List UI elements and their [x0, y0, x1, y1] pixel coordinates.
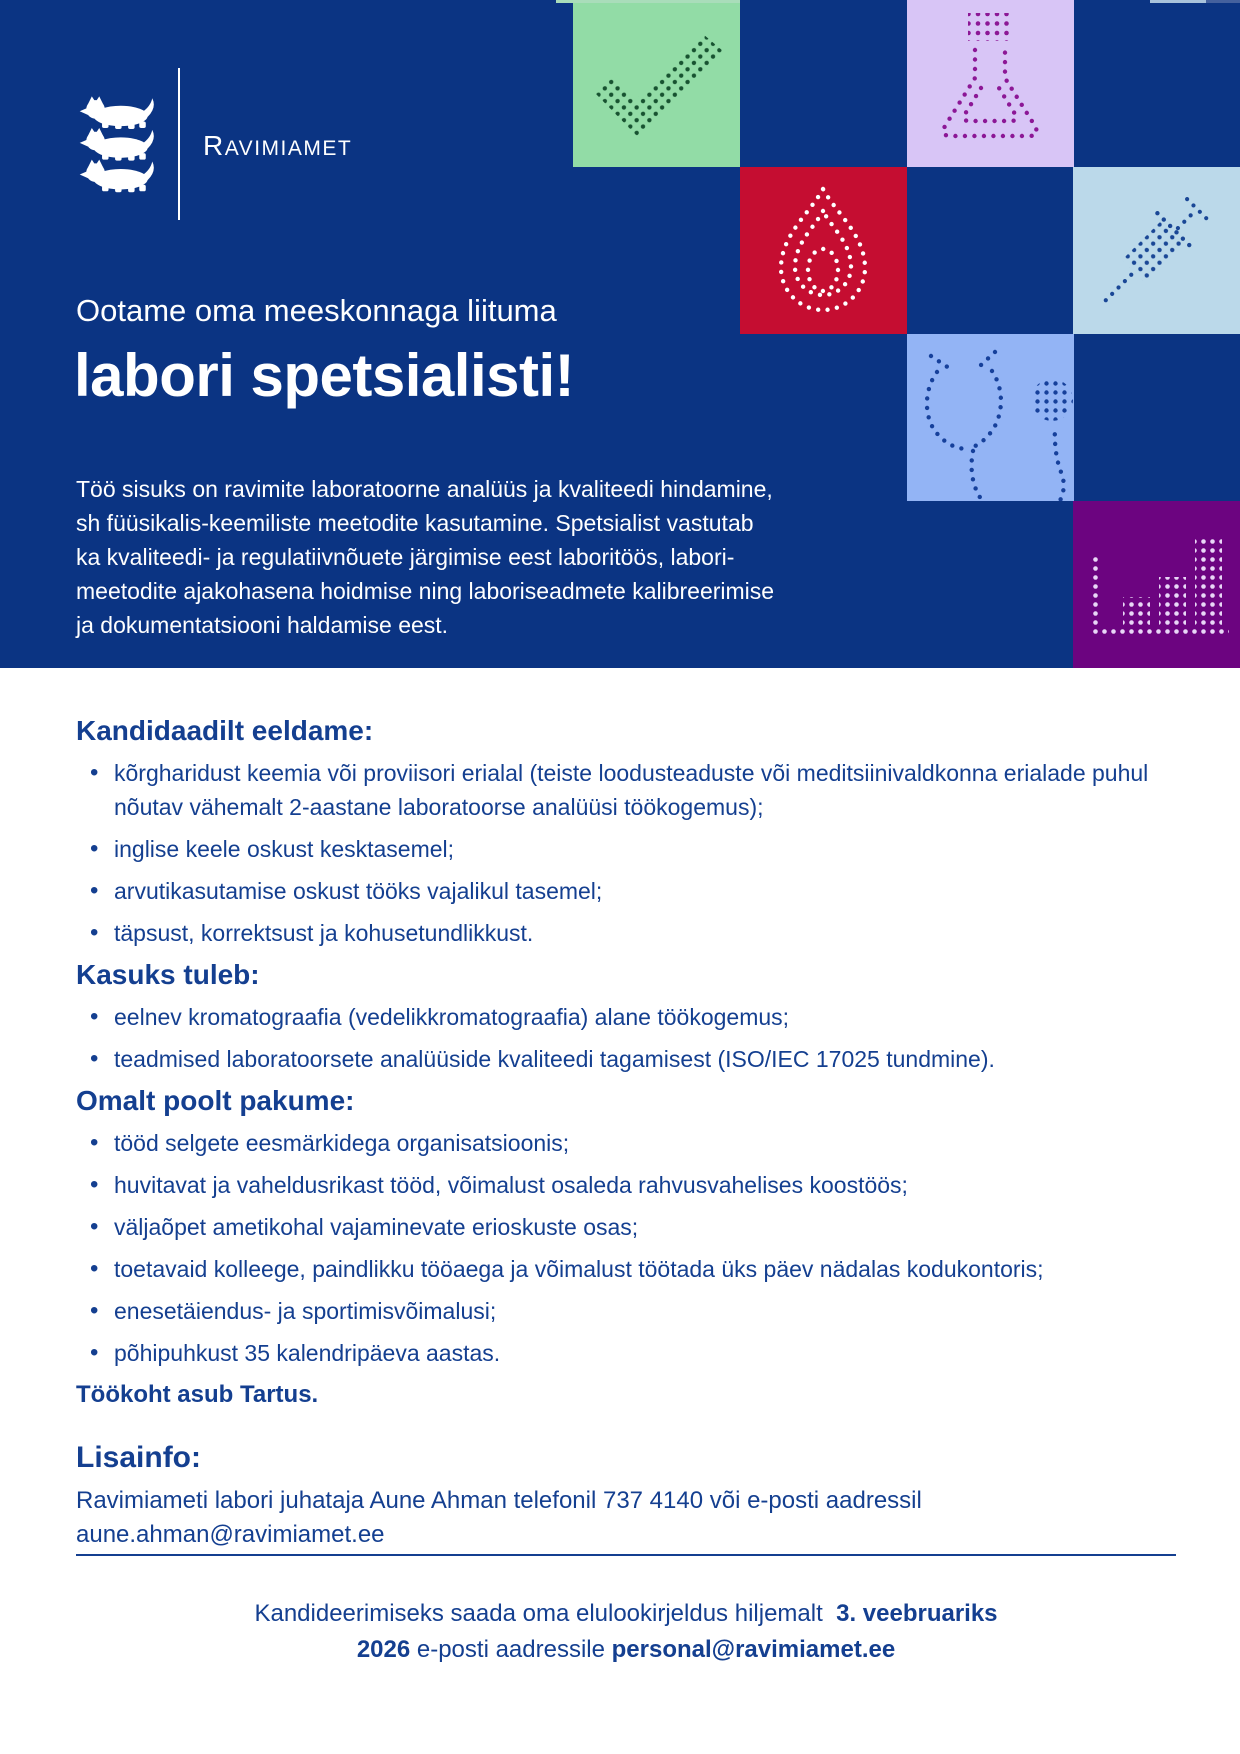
- decor-square-lightblue: [1073, 167, 1240, 334]
- list-item: • põhipuhkust 35 kalendripäeva aastas.: [76, 1336, 1176, 1370]
- section-heading-offer: Omalt poolt pakume:: [76, 1085, 355, 1116]
- decor-square-green: [573, 0, 740, 167]
- list-item: • huvitavat ja vaheldusrikast tööd, võimalust osaleda rahvusvahelises koostöös;: [76, 1168, 1176, 1202]
- wordmark-rest: AVIMIAMET: [224, 137, 353, 160]
- list-item: • enesetäiendus- ja sportimisvõimalusi;: [76, 1294, 1176, 1328]
- bar-chart-icon: [1073, 501, 1240, 668]
- list-item: • tööd selgete eesmärkidega organisatsioonis;: [76, 1126, 1176, 1160]
- droplet-icon: [740, 167, 907, 334]
- wordmark-initial: R: [203, 130, 225, 161]
- logo-separator: [178, 68, 180, 220]
- contact-info: [76, 1484, 1176, 1552]
- check-icon: [573, 0, 740, 167]
- job-intro-paragraph: [76, 472, 774, 642]
- three-lions-icon: [76, 90, 156, 194]
- list-item: • arvutikasutamise oskust tööks vajalikul tasemel;: [76, 874, 1176, 908]
- contact-email: aune.ahman@ravimiamet.ee: [76, 1521, 385, 1548]
- org-wordmark: [203, 130, 352, 162]
- list-item: • kõrgharidust keemia või proviisori erialal (teiste loodusteaduste või meditsiinivaldkonna erialade puhul nõutav vähemalt 2-aastane laboratoorse analüüsi töökogemus);: [76, 756, 1176, 824]
- syringe-icon: [1073, 167, 1240, 334]
- hero-kicker: Ootame oma meeskonnaga liituma: [76, 293, 557, 328]
- list-item: • teadmised laboratoorsete analüüside kvaliteedi tagamisest (ISO/IEC 17025 tundmine).: [76, 1042, 1176, 1076]
- intro-line: sh füüsikalis-keemiliste meetodite kasutamine. Spetsialist vastutab: [76, 510, 754, 536]
- application-instructions: [76, 1596, 1176, 1668]
- location-note: Töökoht asub Tartus.: [76, 1381, 319, 1408]
- contact-line: Ravimiameti labori juhataja Aune Ahman telefonil 737 4140 või e-posti aadressil: [76, 1487, 922, 1514]
- pattern-edge-artifact: [556, 0, 740, 3]
- estonian-coat-of-arms: [76, 90, 156, 194]
- advantages-list: [76, 1000, 1176, 1076]
- application-line: 2026 e-posti aadressile personal@ravimiamet.ee: [356, 1636, 896, 1663]
- section-heading-advantages: Kasuks tuleb:: [76, 959, 260, 990]
- list-item: • inglise keele oskust kesktasemel;: [76, 832, 1176, 866]
- intro-line: ka kvaliteedi- ja regulatiivnõuete järgimise eest laboritöös, labori-: [76, 544, 735, 570]
- decor-square-lavender: [907, 0, 1074, 167]
- contact-heading: Lisainfo:: [76, 1441, 201, 1474]
- decor-square-periwinkle: [907, 334, 1074, 501]
- decor-square-red: [740, 167, 907, 334]
- stethoscope-icon: [907, 334, 1074, 501]
- list-item: • toetavaid kolleege, paindlikku tööaega ja võimalust töötada üks päev nädalas kodukontoris;: [76, 1252, 1176, 1286]
- flask-icon: [907, 0, 1074, 167]
- list-item: • täpsust, korrektsust ja kohusetundlikkust.: [76, 916, 1176, 950]
- list-item: • väljaõpet ametikohal vajaminevate erioskuste osas;: [76, 1210, 1176, 1244]
- intro-line: ja dokumentatsiooni haldamise eest.: [76, 612, 449, 638]
- intro-line: meetodite ajakohasena hoidmise ning laboriseadmete kalibreerimise: [76, 578, 775, 604]
- hero-header: [0, 0, 1240, 668]
- decor-square-purple: [1073, 501, 1240, 668]
- intro-line: Töö sisuks on ravimite laboratoorne analüüs ja kvaliteedi hindamine,: [76, 476, 773, 502]
- pattern-edge-artifact: [1206, 0, 1240, 3]
- job-details: [0, 668, 1240, 1668]
- section-heading-requirements: Kandidaadilt eeldame:: [76, 715, 374, 746]
- divider: [76, 1554, 1176, 1556]
- pattern-edge-artifact: [1150, 0, 1206, 3]
- offer-list: [76, 1126, 1176, 1370]
- list-item: • eelnev kromatograafia (vedelikkromatograafia) alane töökogemus;: [76, 1000, 1176, 1034]
- page-title: labori spetsialisti!: [74, 342, 575, 409]
- application-line: Kandideerimiseks saada oma elulookirjeldus hiljemalt 3. veebruariks: [254, 1600, 998, 1627]
- requirements-list: [76, 756, 1176, 950]
